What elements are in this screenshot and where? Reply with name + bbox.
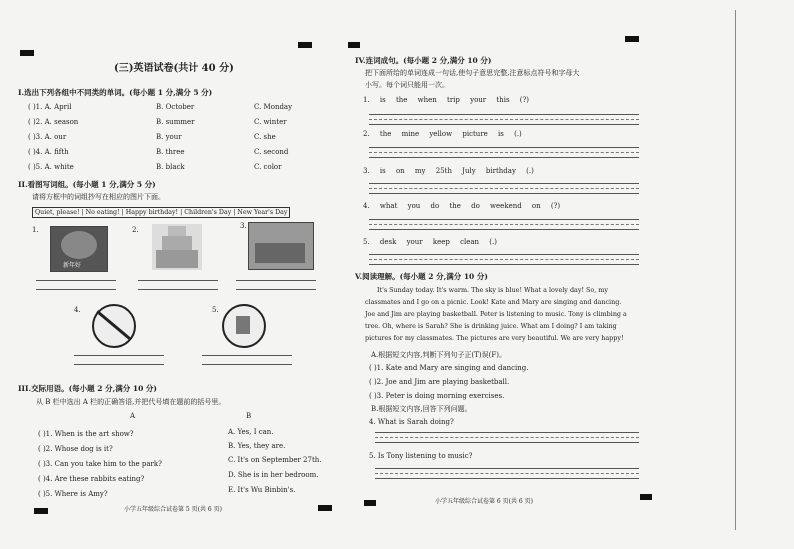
pic-number: 5. (212, 306, 219, 314)
answer-line (369, 152, 639, 153)
answer-line (202, 355, 292, 356)
answer-line (375, 432, 639, 433)
s3-row-a: ( )3. Can you take him to the park? (38, 460, 162, 468)
s1-row-b: B. summer (156, 118, 195, 126)
registration-mark (20, 50, 34, 56)
answer-line (369, 259, 639, 260)
s3-row-b: C. It's on September 27th. (228, 456, 322, 464)
section-title: (三)英语试卷(共计 40 分) (114, 63, 234, 74)
answer-line (138, 280, 218, 281)
s1-row-c: C. she (254, 133, 276, 141)
registration-mark (640, 494, 652, 500)
answer-line (236, 289, 316, 290)
answer-line (369, 124, 639, 125)
registration-mark (318, 505, 332, 511)
registration-mark (298, 42, 312, 48)
s1-row: ( )3. A. our (28, 133, 67, 141)
s3-instruction: 从 B 栏中选出 A 栏的正确答语,并把代号填在题前的括号里。 (36, 398, 226, 406)
s3-row-b: D. She is in her bedroom. (228, 471, 319, 479)
passage-line: It's Sunday today. It's warm. The sky is blue! What a lovely day! So, my (377, 286, 609, 294)
s4-header: IV.连词成句。(每小题 2 分,满分 10 分) (355, 56, 492, 65)
s1-row-b: B. three (156, 148, 185, 156)
answer-line (74, 355, 164, 356)
s1-header: I.选出下列各组中不同类的单词。(每小题 1 分,满分 5 分) (18, 88, 213, 97)
question-4: 4. What is Sarah doing? (369, 418, 454, 426)
tf-item: ( )3. Peter is doing morning exercises. (369, 392, 505, 400)
registration-mark (625, 36, 639, 42)
s3-row-a: ( )1. When is the art show? (38, 430, 134, 438)
s1-row-c: C. second (254, 148, 289, 156)
answer-line (369, 188, 639, 189)
passage-line: classmates and I go on a picnic. Look! Kate and Mary are singing and dancing. (365, 298, 622, 306)
answer-line (375, 473, 639, 474)
pic-number: 3. (240, 222, 247, 230)
answer-line (369, 157, 639, 158)
part-b-instruction: B.根据短文内容,回答下列问题。 (371, 405, 472, 413)
new-year-picture (50, 226, 108, 272)
pic-number: 2. (132, 226, 139, 234)
answer-line (375, 437, 639, 438)
answer-line (369, 114, 639, 115)
childrens-day-picture (248, 222, 314, 270)
s3-row-a: ( )5. Where is Amy? (38, 490, 108, 498)
answer-line (369, 193, 639, 194)
birthday-cake-picture (152, 224, 202, 270)
s1-row-b: B. black (156, 163, 185, 171)
registration-mark (348, 42, 360, 48)
passage-line: Joe and Jim are playing basketball. Peter is listening to music. Tony is climbing a (365, 310, 627, 318)
answer-line (369, 229, 639, 230)
tf-item: ( )1. Kate and Mary are singing and dancing. (369, 364, 529, 372)
s2-instruction: 请将方框中的词组抄写在相应的图片下面。 (32, 193, 165, 201)
answer-line (36, 289, 116, 290)
right-footer: 小学五年级综合试卷第 6 页(共 6 页) (435, 498, 533, 505)
answer-line (375, 468, 639, 469)
s4-instruction: 把下面所给的单词连成一句话,使句子意思完整,注意标点符号和字母大 (365, 69, 580, 77)
scramble-item: 1. is the when trip your this (?) (363, 96, 529, 104)
pic-number: 1. (32, 226, 39, 234)
s2-header: II.看图写词组。(每小题 1 分,满分 5 分) (18, 180, 156, 189)
answer-line (74, 364, 164, 365)
answer-line (138, 289, 218, 290)
passage-line: pictures for my classmates. The pictures are very beautiful. We are very happy! (365, 334, 624, 342)
s4-instruction: 小写。每个词只能用一次。 (365, 81, 449, 89)
s3-row-b: A. Yes, I can. (228, 428, 274, 436)
part-a-instruction: A.根据短文内容,判断下列句子正(T)误(F)。 (371, 351, 506, 359)
answer-line (202, 364, 292, 365)
passage-line: tree. Oh, where is Sarah? She is drinking juice. What am I doing? I am taking (365, 322, 617, 330)
s1-row: ( )4. A. fifth (28, 148, 69, 156)
s5-header: V.阅读理解。(每小题 2 分,满分 10 分) (355, 272, 488, 281)
no-eating-sign (92, 304, 136, 348)
answer-line (369, 219, 639, 220)
s1-row-b: B. your (156, 133, 182, 141)
answer-line (36, 280, 116, 281)
answer-line (375, 442, 639, 443)
answer-line (369, 264, 639, 265)
tf-item: ( )2. Joe and Jim are playing basketball. (369, 378, 510, 386)
s1-row: ( )5. A. white (28, 163, 74, 171)
answer-line (369, 119, 639, 120)
registration-mark (364, 500, 376, 506)
scramble-item: 2. the mine yellow picture is (.) (363, 130, 522, 138)
pic1-caption: 新年好 (63, 262, 82, 269)
s1-row-c: C. Monday (254, 103, 293, 111)
quiet-sign (222, 304, 266, 348)
phrase-box: Quiet, please! | No eating! | Happy birthday! | Children's Day | New Year's Day (32, 207, 290, 218)
col-b-label: B (246, 412, 252, 420)
s1-row: ( )1. A. April (28, 103, 72, 111)
s1-row-c: C. winter (254, 118, 287, 126)
s3-header: III.交际用语。(每小题 2 分,满分 10 分) (18, 384, 157, 393)
s1-row-c: C. color (254, 163, 282, 171)
registration-mark (34, 508, 48, 514)
scramble-item: 4. what you do the do weekend on (?) (363, 202, 561, 210)
answer-line (236, 280, 316, 281)
s3-row-b: B. Yes, they are. (228, 442, 286, 450)
s1-row: ( )2. A. season (28, 118, 79, 126)
scramble-item: 3. is on my 25th July birthday (.) (363, 167, 534, 175)
question-5: 5. Is Tony listening to music? (369, 452, 473, 460)
s1-row-b: B. October (156, 103, 195, 111)
left-footer: 小学五年级综合试卷第 5 页(共 6 页) (124, 506, 222, 513)
col-a-label: A (130, 412, 136, 420)
s3-row-a: ( )4. Are these rabbits eating? (38, 475, 145, 483)
s3-row-b: E. It's Wu Binbin's. (228, 486, 296, 494)
pic-number: 4. (74, 306, 81, 314)
answer-line (369, 183, 639, 184)
page-edge (735, 10, 736, 530)
answer-line (369, 224, 639, 225)
scramble-item: 5. desk your keep clean (.) (363, 238, 497, 246)
answer-line (375, 478, 639, 479)
s3-row-a: ( )2. Whose dog is it? (38, 445, 113, 453)
answer-line (369, 147, 639, 148)
answer-line (369, 254, 639, 255)
